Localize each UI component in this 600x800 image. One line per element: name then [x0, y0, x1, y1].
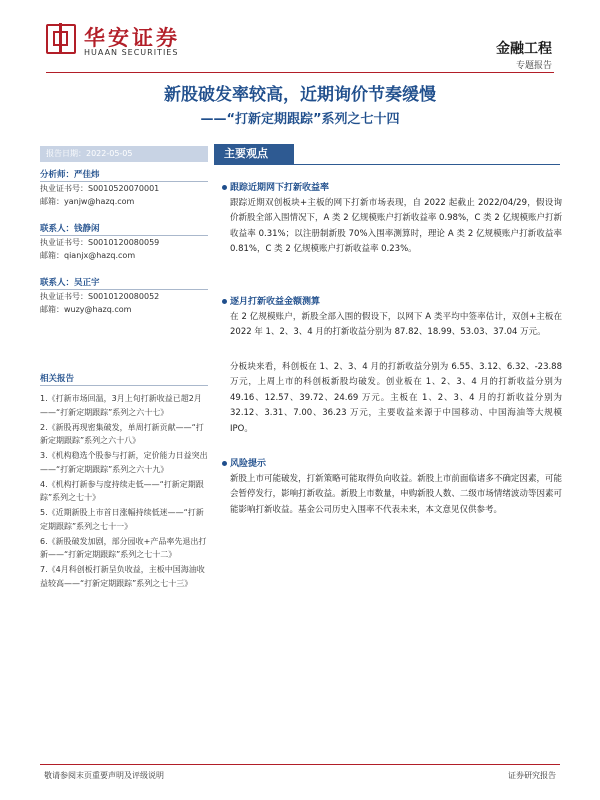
- analyst-email[interactable]: 邮箱：yanjw@hazq.com: [40, 197, 135, 206]
- contact-email[interactable]: 邮箱：wuzy@hazq.com: [40, 305, 132, 314]
- point-paragraph: 分板块来看，科创板在 1、2、3、4 月的打新收益分别为 6.55、3.12、6.32、-23.88 万元，上周上市的科创板新股均破发。创业板在 1、2、3、4 月的打新收益分别为 49.16、12.57、39.72、24.69 万元。主板在 1、2、3、4 月的打新收益分别为 32.12、3.31、7.00、36.23 万元，主要收益来源于中国移动、中国海油等大规模 IPO。: [230, 362, 562, 434]
- related-reports-title: 相关报告: [40, 372, 208, 386]
- report-title: 新股破发率较高，近期询价节奏缓慢: [164, 85, 436, 105]
- report-category: 金融工程: [496, 41, 552, 57]
- contact-name: 联系人：吴正宇: [40, 276, 208, 290]
- related-report-item[interactable]: 1.《打新市场回温，3月上旬打新收益已超2月——“打新定期跟踪”系列之六十七》: [40, 394, 202, 417]
- related-report-item[interactable]: 3.《机构稳选个股参与打新，定价能力日益突出——“打新定期跟踪”系列之六十九》: [40, 451, 208, 474]
- point-paragraph: 在 2 亿规模账户，新股全部入围的假设下，以网下 A 类平均中签率估计，双创+主板在 2022 年 1、2、3、4 月的打新收益分别为 87.82、18.99、53.03、37.04 万元。: [230, 312, 562, 338]
- footer-divider: [40, 764, 560, 765]
- contact-email[interactable]: 邮箱：qianjx@hazq.com: [40, 251, 136, 260]
- report-header: [0, 0, 600, 72]
- bullet-icon: [222, 299, 227, 304]
- related-report-item[interactable]: 4.《机构打新参与度持续走低——“打新定期跟踪”系列之七十》: [40, 479, 204, 503]
- footer-disclaimer: 敬请参阅末页重要声明及评级说明: [44, 771, 164, 780]
- contact-block: [40, 222, 208, 262]
- related-report-item[interactable]: 7.《4月科创板打新呈负收益，主板中国海油收益较高——“打新定期跟踪”系列之七十三》: [40, 565, 205, 589]
- point-paragraph: 新股上市可能破发，打新策略可能取得负向收益。新股上市前面临诸多不确定因素，可能会暂停发行，影响打新收益。新股上市数量，申购新股人数、二级市场情绪波动等因素可能影响打新收益。基金公司历史入围率不代表未来，本文意见仅供参考。: [230, 474, 562, 515]
- related-report-item[interactable]: 5.《近期新股上市首日涨幅持续低迷——“打新定期跟踪”系列之七十一》: [40, 508, 204, 531]
- related-report-item[interactable]: 6.《新股破发加剧，部分园收+产品率先退出打新——“打新定期跟踪”系列之七十二》: [40, 536, 207, 560]
- report-subtitle: ——“打新定期跟踪”系列之七十四: [200, 112, 400, 127]
- section-title: 主要观点: [214, 144, 294, 164]
- logo-english-name: HUAAN SECURITIES: [84, 48, 179, 57]
- contact-cert: 执业证书号：S0010120080052: [40, 292, 160, 301]
- related-reports-list: [40, 392, 208, 592]
- analyst-name: 分析师：严佳炜: [40, 168, 208, 182]
- report-subtype: 专题报告: [515, 61, 552, 71]
- footer-label: 证券研究报告: [508, 771, 556, 780]
- section-divider: [214, 164, 560, 165]
- contact-cert: 执业证书号：S0010120080059: [40, 238, 160, 247]
- point-heading: 风险提示: [222, 456, 266, 469]
- header-divider: [46, 72, 554, 73]
- point-paragraph: 跟踪近期双创板块+主板的网下打新市场表现，自 2022 起截止 2022/04/29，假设询价新股全部入围情况下，A 类 2 亿规模账户打新收益率 0.98%，C 类 2 亿规模账户打新收益率 0.31%；以注册制新股 70%入围率测算时，理论 A 类 2 亿规模账户打新收益率 0.81%，C 类 2 亿规模账户打新收益率 0.23%。: [230, 198, 562, 255]
- bullet-icon: [222, 185, 227, 190]
- analyst-cert: 执业证书号：S0010520070001: [40, 184, 160, 193]
- related-report-item[interactable]: 2.《新股再现密集破发，单周打新贡献——“打新定期跟踪”系列之六十八》: [40, 422, 204, 446]
- report-date: 报告日期：2022-05-05: [40, 146, 208, 162]
- bullet-icon: [222, 461, 227, 466]
- logo-chinese-name: 华安证券: [84, 25, 180, 50]
- analyst-block: [40, 168, 208, 208]
- point-heading: 逐月打新收益金额测算: [222, 294, 320, 307]
- contact-name: 联系人：钱静闲: [40, 222, 208, 236]
- contact-block: [40, 276, 208, 316]
- point-heading: 跟踪近期网下打新收益率: [222, 180, 329, 193]
- logo-mark-icon: [46, 24, 76, 54]
